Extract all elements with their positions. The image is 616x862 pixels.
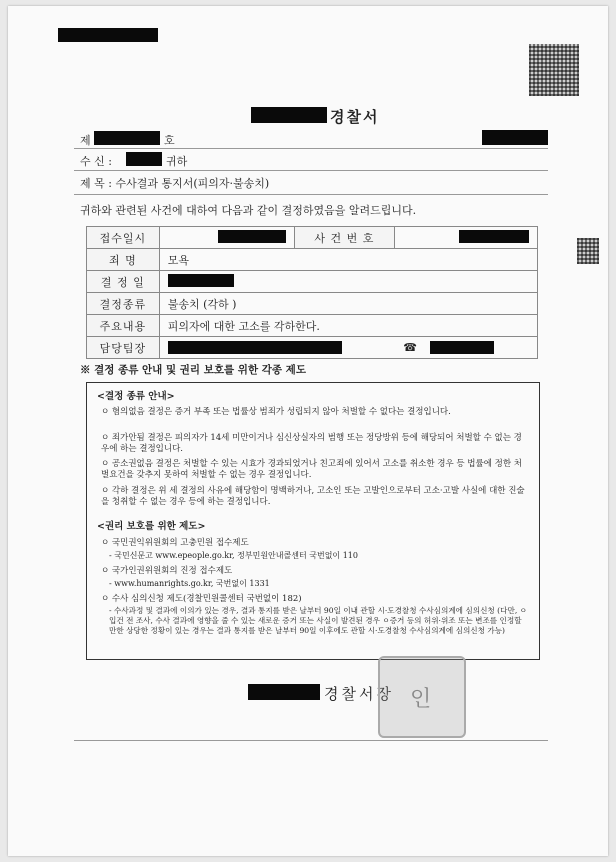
header-line-2 bbox=[74, 170, 548, 171]
doc-no-prefix: 제 bbox=[80, 134, 91, 147]
redaction-top bbox=[58, 28, 158, 42]
redaction-decision-date bbox=[168, 274, 234, 287]
intro-text: 귀하와 관련된 사건에 대하여 다음과 같이 결정하였음을 알려드립니다. bbox=[80, 204, 417, 217]
official-seal bbox=[378, 656, 466, 738]
signature: 경찰서장 bbox=[324, 685, 394, 703]
case-no-label: 사 건 번 호 bbox=[294, 227, 394, 249]
decision-type-value: 불송치 (각하 ) bbox=[159, 293, 537, 315]
table-row bbox=[87, 315, 538, 337]
redaction-phone bbox=[430, 341, 494, 354]
recipient-suffix: 귀하 bbox=[166, 155, 188, 168]
notice-box bbox=[86, 382, 540, 660]
charge-value: 모욕 bbox=[159, 249, 537, 271]
section2-item-1-title: ㅇ 국민권익위원회의 고충민원 접수제도 bbox=[101, 538, 249, 548]
subject: 제 목 : 수사결과 통지서(피의자·불송치) bbox=[80, 177, 270, 190]
section2-item-3-sub: - 수사과정 및 결과에 이의가 있는 경우, 결과 통지를 받은 날부터 90일 이내 관할 시·도경찰청 수사심의계에 심의신청 (다만, ㅇ입건 전 조사, 수사 결과에 영향을 줄 수 있는 새로운 증거 또는 사실이 발견된 경우 ㅇ증거 등의 허위·위조 또는 변조를 인정할 만한 상당한 정황이 있는 경우는 결과 통지를 받은 날부터 90일 이후에도 관할 시·도경찰청 수사심의계에 심의신청 가능) bbox=[109, 606, 527, 635]
decision-date-value bbox=[159, 271, 537, 293]
section1-item-4: ㅇ 각하 결정은 위 세 결정의 사유에 해당함이 명백하거나, 고소인 또는 고발인으로부터 고소·고발 사실에 대한 진술을 청취할 수 없는 경우 등에 하는 결정입니다. bbox=[101, 486, 525, 507]
side-qr-code bbox=[577, 238, 599, 264]
section2-item-3-title: ㅇ 수사 심의신청 제도(경찰민원콜센터 국번없이 182) bbox=[101, 594, 302, 604]
section2-title: <권리 보호를 위한 제도> bbox=[97, 521, 206, 532]
seal-text: 인 bbox=[410, 687, 432, 712]
table-row bbox=[87, 271, 538, 293]
section1-item-1: ㅇ 혐의없음 결정은 증거 부족 또는 법률상 범죄가 성립되지 않아 처벌할 수 없다는 결정입니다. bbox=[101, 407, 451, 417]
decision-type-label: 결정종류 bbox=[87, 293, 160, 315]
section2-item-2-sub: - www.humanrights.go.kr, 국번없이 1331 bbox=[109, 579, 270, 588]
section1-item-2: ㅇ 죄가안됨 결정은 피의자가 14세 미만이거나 심신상실자의 범행 또는 정당방위 등에 해당되어 처벌할 수 없는 경우에 하는 결정입니다. bbox=[101, 433, 522, 454]
section1-item-3: ㅇ 공소권없음 결정은 처벌할 수 있는 시효가 경과되었거나 친고죄에 있어서 고소를 취소한 경우 등 법률에 정한 처벌요건을 갖추지 못하여 처벌할 수 없는 경우 결정입니다. bbox=[101, 459, 522, 480]
table-row bbox=[87, 227, 538, 249]
charge-label: 죄 명 bbox=[87, 249, 160, 271]
redaction-officer bbox=[168, 341, 342, 354]
case-no-value bbox=[395, 227, 538, 249]
footer-line bbox=[74, 740, 548, 741]
table-row bbox=[87, 337, 538, 359]
redaction-case-no bbox=[459, 230, 529, 243]
decision-date-label: 결 정 일 bbox=[87, 271, 160, 293]
officer-value bbox=[159, 337, 537, 359]
document-title: 경찰서 bbox=[330, 108, 380, 126]
section2-item-1-sub: - 국민신문고 www.epeople.go.kr, 정부민원안내콜센터 국번없이 110 bbox=[109, 551, 358, 560]
redaction-receipt-date bbox=[218, 230, 286, 243]
officer-label: 담당팀장 bbox=[87, 337, 160, 359]
redaction-station-name bbox=[251, 107, 327, 123]
redaction-signature-station bbox=[248, 684, 320, 700]
table-row bbox=[87, 293, 538, 315]
redaction-recipient bbox=[126, 152, 162, 166]
receipt-date-label: 접수일시 bbox=[87, 227, 160, 249]
notice-heading: ※ 결정 종류 안내 및 권리 보호를 위한 각종 제도 bbox=[80, 364, 306, 376]
document-page bbox=[8, 6, 608, 856]
receipt-date-value bbox=[159, 227, 294, 249]
redaction-doc-right bbox=[482, 130, 548, 145]
recipient-prefix: 수 신 : bbox=[80, 155, 112, 168]
main-content-value: 피의자에 대한 고소를 각하한다. bbox=[159, 315, 537, 337]
phone-icon: ☎ bbox=[403, 341, 417, 355]
qr-code bbox=[529, 44, 579, 96]
section2-item-2-title: ㅇ 국가인권위원회의 진정 접수제도 bbox=[101, 566, 233, 576]
info-table bbox=[86, 226, 538, 359]
section1-title: <결정 종류 안내> bbox=[97, 391, 175, 402]
main-content-label: 주요내용 bbox=[87, 315, 160, 337]
redaction-doc-no bbox=[94, 131, 160, 145]
doc-no-suffix: 호 bbox=[164, 134, 175, 147]
header-line-1 bbox=[74, 148, 548, 149]
table-row bbox=[87, 249, 538, 271]
header-line-3 bbox=[74, 194, 548, 195]
